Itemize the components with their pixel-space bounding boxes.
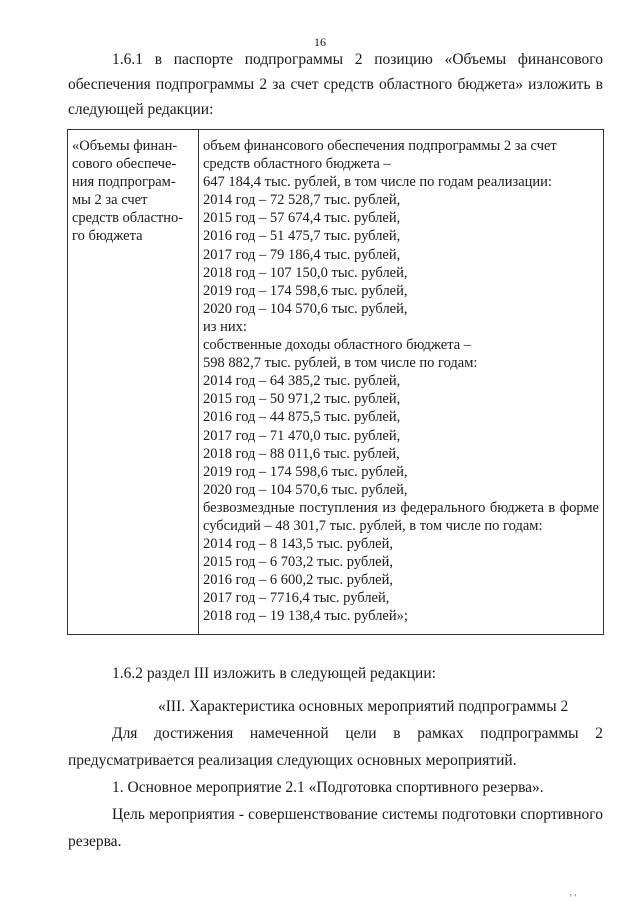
body-paragraph: Для достижения намеченной цели в рамках подпрограммы 2 предусматривается реализация следующих основных мероприятий. bbox=[68, 725, 603, 769]
funding-line: 2020 год – 104 570,6 тыс. рублей, bbox=[203, 481, 408, 498]
funding-line: 2018 год – 107 150,0 тыс. рублей, bbox=[203, 264, 408, 281]
federal-line: 2017 год – 7716,4 тыс. рублей, bbox=[203, 590, 390, 607]
federal-line: 2018 год – 19 138,4 тыс. рублей»; bbox=[203, 608, 408, 625]
funding-line: 2016 год – 44 875,5 тыс. рублей, bbox=[203, 409, 401, 426]
funding-line: 647 184,4 тыс. рублей, в том числе по годам реализации: bbox=[203, 174, 552, 191]
section-iii-body bbox=[68, 660, 603, 855]
funding-line: 2019 год – 174 598,6 тыс. рублей, bbox=[203, 463, 408, 480]
funding-line: 2014 год – 72 528,7 тыс. рублей, bbox=[203, 192, 401, 209]
federal-line: 2015 год – 6 703,2 тыс. рублей, bbox=[203, 554, 394, 571]
activity-item: 1. Основное мероприятие 2.1 «Подготовка спортивного резерва». bbox=[112, 779, 544, 796]
table-row bbox=[68, 130, 604, 635]
intro-paragraph bbox=[68, 47, 603, 122]
funding-line: 2017 год – 71 470,0 тыс. рублей, bbox=[203, 427, 401, 444]
funding-line: 2018 год – 88 011,6 тыс. рублей, bbox=[203, 445, 400, 462]
funding-line: собственные доходы областного бюджета – bbox=[203, 337, 472, 354]
position-name-cell bbox=[68, 130, 199, 635]
passport-table bbox=[67, 129, 604, 635]
funding-line: 2016 год – 51 475,7 тыс. рублей, bbox=[203, 228, 401, 245]
funding-line: 2015 год – 57 674,4 тыс. рублей, bbox=[203, 210, 401, 227]
funding-line: средств областного бюджета – bbox=[203, 156, 391, 173]
funding-line: из них: bbox=[203, 318, 247, 335]
body-paragraph: Цель мероприятия - совершенствование системы подготовки спортивного резерва. bbox=[68, 806, 603, 850]
bottom-mark: ' ' bbox=[570, 893, 577, 904]
intro-text: 1.6.1 в паспорте подпрограммы 2 позицию «Объемы финансового обеспечения подпрограммы 2 за счет средств областного бюджета» изложить в следующей редакции: bbox=[68, 51, 603, 118]
federal-line: 2014 год – 8 143,5 тыс. рублей, bbox=[203, 536, 394, 553]
funding-line: объем финансового обеспечения подпрограммы 2 за счет bbox=[203, 138, 557, 154]
funding-line: 2015 год – 50 971,2 тыс. рублей, bbox=[203, 391, 401, 408]
funding-line: 2014 год – 64 385,2 тыс. рублей, bbox=[203, 373, 401, 390]
funding-details-cell bbox=[199, 130, 604, 635]
left-line: ния подпрограм- bbox=[72, 174, 176, 191]
funding-line: 2020 год – 104 570,6 тыс. рублей, bbox=[203, 300, 408, 317]
left-line: «Объемы финан- bbox=[72, 138, 178, 154]
section-heading: «III. Характеристика основных мероприятий подпрограммы 2 bbox=[158, 698, 569, 715]
funding-line: 598 882,7 тыс. рублей, в том числе по годам: bbox=[203, 355, 478, 372]
funding-line: 2017 год – 79 186,4 тыс. рублей, bbox=[203, 246, 401, 263]
amendment-paragraph: 1.6.2 раздел III изложить в следующей редакции: bbox=[112, 665, 436, 682]
left-line: сового обеспече- bbox=[72, 156, 177, 173]
left-line: средств областно- bbox=[72, 210, 184, 227]
federal-funding-text: безвозмездные поступления из федерального бюджета в форме субсидий – 48 301,7 тыс. рублей, в том числе по годам: bbox=[203, 499, 599, 534]
left-line: го бюджета bbox=[72, 228, 143, 245]
funding-line: 2019 год – 174 598,6 тыс. рублей, bbox=[203, 282, 408, 299]
federal-line: 2016 год – 6 600,2 тыс. рублей, bbox=[203, 572, 394, 589]
left-line: мы 2 за счет bbox=[72, 192, 148, 209]
page-number: 16 bbox=[314, 35, 326, 49]
